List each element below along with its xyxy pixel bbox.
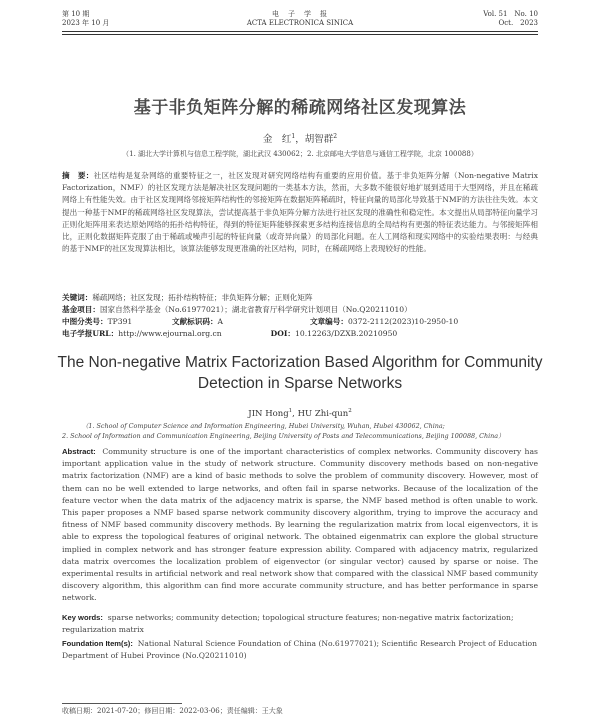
url-doi-line bbox=[62, 328, 538, 340]
abstract-en bbox=[62, 446, 538, 605]
author-separator: , bbox=[292, 408, 298, 419]
affiliation-en-2: 2. School of Information and Communication Engineering, Beijing University of Posts and Telecommunications, Beijing 100088, China） bbox=[62, 432, 505, 440]
clc-label: 中图分类号： bbox=[62, 317, 108, 326]
header-rule-thin bbox=[62, 34, 538, 35]
paper-title-en: The Non-negative Matrix Factorization Based Algorithm for Community Detection in Sparse Networks bbox=[57, 354, 543, 392]
author-name: 金 红 bbox=[262, 134, 292, 145]
abstract-en-text: Community structure is one of the important characteristics of complex networks. Community discovery has important application value in the study of network structure. Community discovery methods based on non-negative matrix factorization (NMF) are a kind of basic methods to solve the problem of community discovery. However, most of them can no be well extended to large networks, and often fail in sparse networks. Because of the localization of the feature vector when the data matrix of the adjacency matrix is sparse, the NMF based method is often unable to work. This paper proposes a NMF based sparse network community discovery algorithm, trying to improve the accuracy and fitness of NMF based community discovery methods. By learning the regularization matrix from local eigenvectors, it is able to express the topological features of original network. The obtained eigenmatrix can explore the global structure implied in complex network and has stronger feature expression ability. Compared with adjacency matrix, regularized data matrix overcomes the localization problem of eigenvector (or singular vector) caused by sparse or noise. The experimental results in artificial network and real network show that compared with the classical NMF based community discovery algorithm, this algorithm can find more accurate community structure, and has better performance in sparse network. bbox=[62, 447, 538, 603]
author-affil-mark: 1 bbox=[291, 132, 296, 140]
affiliation-en-1: （1. School of Computer Science and Information Engineering, Hubei University, Wuhan, Hubei 430062, China; bbox=[82, 422, 445, 430]
header-rule bbox=[62, 31, 538, 32]
abstract-en-label: Abstract: bbox=[62, 447, 96, 456]
doi-label: DOI： bbox=[270, 329, 296, 338]
article-number-value: 0372-2112(2023)10-2950-10 bbox=[347, 317, 459, 326]
fund-en-text: National Natural Science Foundation of China (No.61977021); Scientific Research Project of Education Department of Hubei Province (No.Q20211010) bbox=[62, 639, 537, 661]
journal-url[interactable]: http://www.ejournal.org.cn bbox=[118, 329, 222, 338]
affiliation-zh: （1. 湖北大学计算机与信息工程学院，湖北武汉 430062；2. 北京邮电大学信息与通信工程学院，北京 100088） bbox=[122, 150, 478, 158]
paper-title-zh: 基于非负矩阵分解的稀疏网络社区发现算法 bbox=[133, 98, 467, 118]
author-name-en: JIN Hong bbox=[248, 408, 289, 419]
authors-zh bbox=[0, 131, 600, 145]
clc-value: TP391 bbox=[107, 317, 133, 326]
fund-en bbox=[62, 638, 538, 662]
author-separator: ， bbox=[295, 134, 305, 145]
fund-zh-label: 基金项目： bbox=[62, 305, 100, 314]
keywords-en-text: sparse networks; community detection; topological structure features; non-negative matrix factorization; regularization matrix bbox=[62, 613, 514, 635]
doc-code-value: A bbox=[217, 317, 224, 326]
received-date-note: 收稿日期：2021-07-20；修回日期：2022-03-06；责任编辑：王大象 bbox=[62, 707, 283, 715]
classification-line bbox=[62, 316, 538, 328]
authors-en bbox=[0, 408, 600, 419]
header-volume-number: Vol. 51 No. 10 bbox=[483, 10, 538, 18]
abstract-zh-text: 社区结构是复杂网络的重要特征之一，社区发现对研究网络结构有重要的应用价值。基于非负矩阵分解（Non-negative Matrix Factorization，NMF）的社区发现方法是解决社区发现问题的一类基本方法，然而，大多数不能很好地扩展到适用于大型网络，并且在稀疏网络上有性能失效。由于社区发现网络邻接矩阵结构性的邻接矩阵在数据矩阵稀疏时，特征向量的局部化导致基于NMF的方法往往失效。本文提出一种基于NMF的稀疏网络社区发现算法，尝试提高基于非负矩阵分解方法进行社区发现的准确性和稳定性。本文提出从局部特征向量学习正则化矩阵用来表达原始网络的拓扑结构特征，得到的特征矩阵能够探索更多结构连接信息的全局结构有更强的特征表达能力。与邻接矩阵相比，正则化数据矩阵克服了由于稀疏或噪声引起的特征向量（或奇异向量）的局部化问题。在人工网络和现实网络中的实验结果表明：与经典的基于NMF的社区发现算法相比，该算法能够发现更准确的社区结构，同时，在稀疏网络上表现较好的性能。 bbox=[62, 171, 538, 254]
header-volume-date: Oct. 2023 bbox=[498, 19, 538, 27]
doc-code-label: 文献标识码： bbox=[171, 317, 218, 326]
abstract-zh-label: 摘 要： bbox=[62, 171, 94, 180]
keywords-zh-label: 关键词： bbox=[62, 293, 93, 302]
abstract-zh bbox=[62, 170, 538, 255]
keywords-en-label: Key words: bbox=[62, 613, 103, 622]
author-affil-mark: 2 bbox=[333, 132, 338, 140]
fund-zh bbox=[62, 304, 538, 316]
keywords-zh-text: 稀疏网络；社区发现；拓扑结构特征；非负矩阵分解；正则化矩阵 bbox=[92, 293, 313, 302]
header-issue-date: 2023 年 10 月 bbox=[62, 19, 110, 27]
author-name: 胡智群 bbox=[304, 134, 334, 145]
fund-zh-text: 国家自然科学基金（No.61977021）；湖北省教育厅科学研究计划项目（No.Q20211010） bbox=[99, 305, 412, 314]
author-name-en: HU Zhi-qun bbox=[297, 408, 349, 419]
fund-en-label: Foundation Item(s): bbox=[62, 639, 133, 648]
header-journal-zh: 电 子 学 报 bbox=[272, 10, 328, 18]
author-affil-mark: 2 bbox=[348, 408, 352, 414]
header-issue-number: 第 10 期 bbox=[62, 10, 90, 18]
header-volume bbox=[483, 10, 538, 28]
doi-value[interactable]: 10.12263/DZXB.20210950 bbox=[295, 329, 398, 338]
author-affil-mark: 1 bbox=[288, 408, 293, 414]
header-journal-en: ACTA ELECTRONICA SINICA bbox=[246, 19, 354, 27]
footer-rule bbox=[62, 703, 182, 704]
keywords-zh bbox=[62, 292, 538, 304]
url-label: 电子学报URL： bbox=[62, 329, 119, 338]
article-number-label: 文章编号： bbox=[309, 317, 348, 326]
keywords-en bbox=[62, 612, 538, 636]
